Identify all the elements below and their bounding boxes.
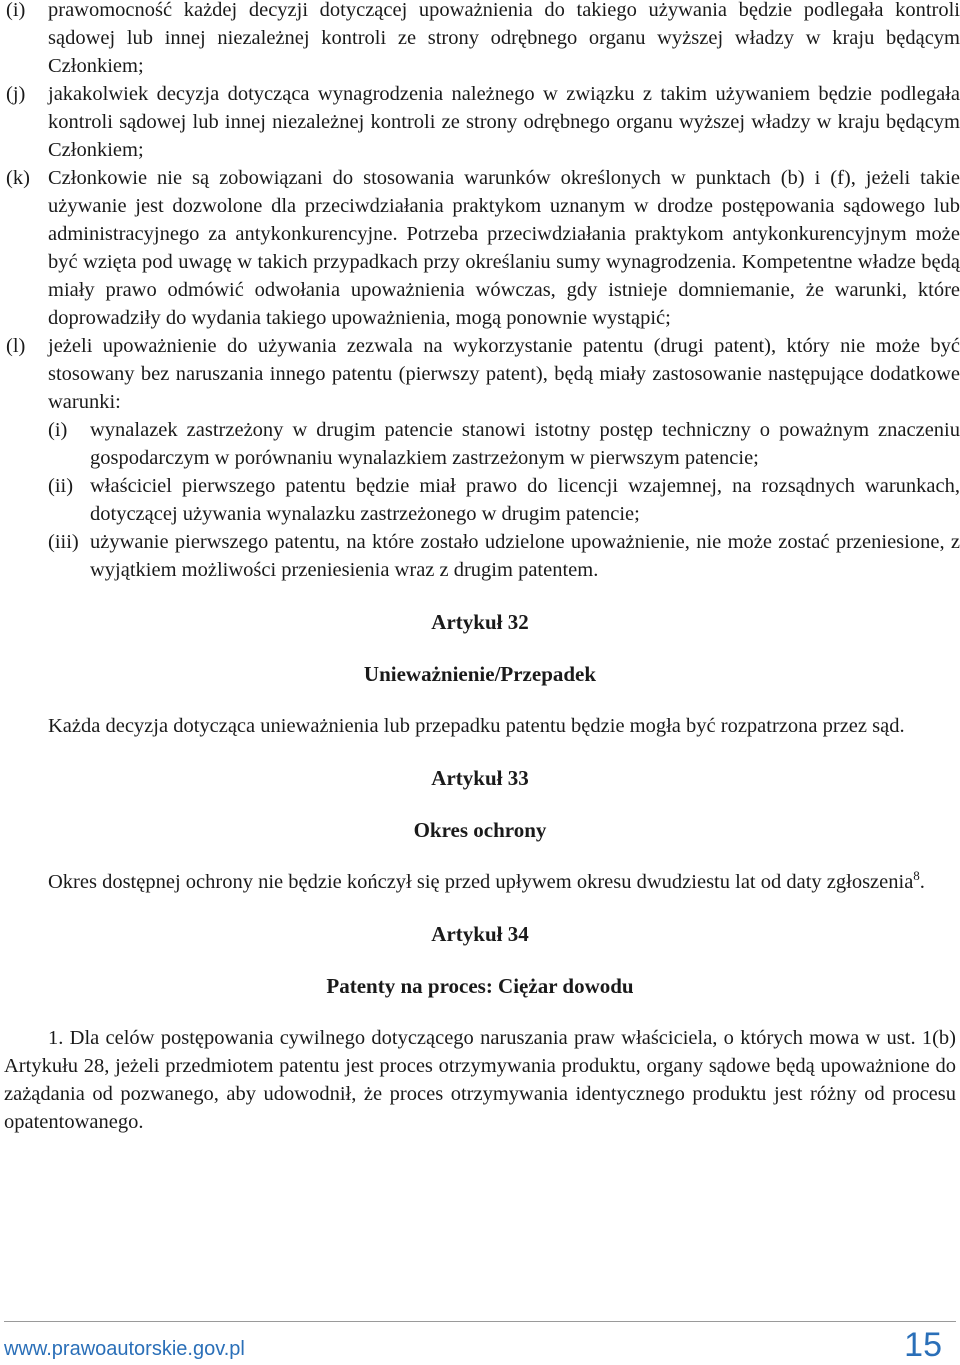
sub-item-i: [0, 416, 960, 472]
sub-item-iii: [0, 528, 960, 584]
sub-item-text: używanie pierwszego patentu, na które zostało udzielone upoważnienie, nie może zostać przeniesione, z wyjątkiem możliwości przeniesienia wraz z drugim patentem.: [90, 531, 960, 581]
sub-item-marker: (iii): [48, 531, 79, 553]
list-item-text: Członkowie nie są zobowiązani do stosowania warunków określonych w punktach (b) i (f), jeżeli takie używanie jest dozwolone dla przeciwdziałania praktykom uznanym w drodze postępowania sądowego lub administracyjnego za antykonkurencyjne. Potrzeba przeciwdziałania praktykom antykonkurencyjnym może być wzięta pod uwagę w takich przypadkach przy określaniu sumy wynagrodzenia. Kompetentne władze będą miały prawo odmówić odwołania upoważnienia wówczas, gdy istnieje domniemanie, że warunki, które doprowadziły do wydania takiego upoważnienia, mogą ponownie wystąpić;: [48, 167, 960, 329]
list-item-l: [0, 332, 960, 416]
sub-item-text: wynalazek zastrzeżony w drugim patencie stanowi istotny postęp techniczny o poważnym znaczeniu gospodarczym w porównaniu wynalazkiem zastrzeżonym w pierwszym patencie;: [90, 419, 960, 469]
article-34-number: Artykuł 34: [431, 922, 529, 946]
footer-url-link[interactable]: www.prawoautorskie.gov.pl: [4, 1338, 245, 1360]
article-32-title: Unieważnienie/Przepadek: [363, 662, 597, 686]
article-33-title: Okres ochrony: [413, 818, 547, 842]
list-item-k: [0, 164, 960, 332]
footer-divider: [4, 1321, 956, 1322]
list-item-i: [0, 0, 960, 80]
footnote-ref[interactable]: 8: [913, 868, 920, 884]
article-33-text: Okres dostępnej ochrony nie będzie kończył się przed upływem okresu dwudziestu lat od daty zgłoszenia: [48, 871, 914, 893]
article-33-body: [0, 868, 960, 896]
list-marker: (i): [6, 0, 26, 21]
sub-item-marker: (ii): [48, 475, 74, 497]
list-item-text: jeżeli upoważnienie do używania zezwala na wykorzystanie patentu (drugi patent), który nie może być stosowany bez naruszania innego patentu (pierwszy patent), będą miały zastosowanie następujące dodatkowe warunki:: [48, 335, 960, 413]
page-number: 15: [904, 1326, 942, 1364]
list-marker: (k): [6, 167, 30, 189]
sub-item-marker: (i): [48, 419, 68, 441]
article-34-title: Patenty na proces: Ciężar dowodu: [326, 974, 634, 998]
article-32-number: Artykuł 32: [431, 610, 529, 634]
list-item-text: jakakolwiek decyzja dotycząca wynagrodzenia należnego w związku z takim używaniem będzie podlegała kontroli sądowej lub innej niezależnej kontroli ze strony odrębnego organu wyższej władzy w kraju będącym Członkiem;: [48, 83, 960, 161]
list-item-j: [0, 80, 960, 164]
list-marker: (l): [6, 335, 26, 357]
list-item-text: prawomocność każdej decyzji dotyczącej upoważnienia do takiego używania będzie podlegała kontroli sądowej lub innej niezależnej kontroli ze strony odrębnego organu wyższej władzy w kraju będącym Członkiem;: [48, 0, 960, 77]
article-34-body: 1. Dla celów postępowania cywilnego dotyczącego naruszania praw właściciela, o których mowa w ust. 1(b) Artykułu 28, jeżeli przedmiotem patentu jest proces otrzymywania produktu, organy sądowe będą upoważnione do zażądania od pozwanego, aby udowodnił, że proces otrzymywania identycznego produktu jest różny od procesu opatentowanego.: [4, 1027, 956, 1133]
article-33-number: Artykuł 33: [431, 766, 529, 790]
article-32-body: Każda decyzja dotycząca unieważnienia lub przepadku patentu będzie mogła być rozpatrzona przez sąd.: [48, 715, 905, 737]
sub-item-text: właściciel pierwszego patentu będzie miał prawo do licencji wzajemnej, na rozsądnych warunkach, dotyczącej używania wynalazku zastrzeżonego w drugim patencie;: [90, 475, 960, 525]
list-marker: (j): [6, 83, 26, 105]
article-33-text-end: .: [919, 871, 925, 893]
sub-item-ii: [0, 472, 960, 528]
